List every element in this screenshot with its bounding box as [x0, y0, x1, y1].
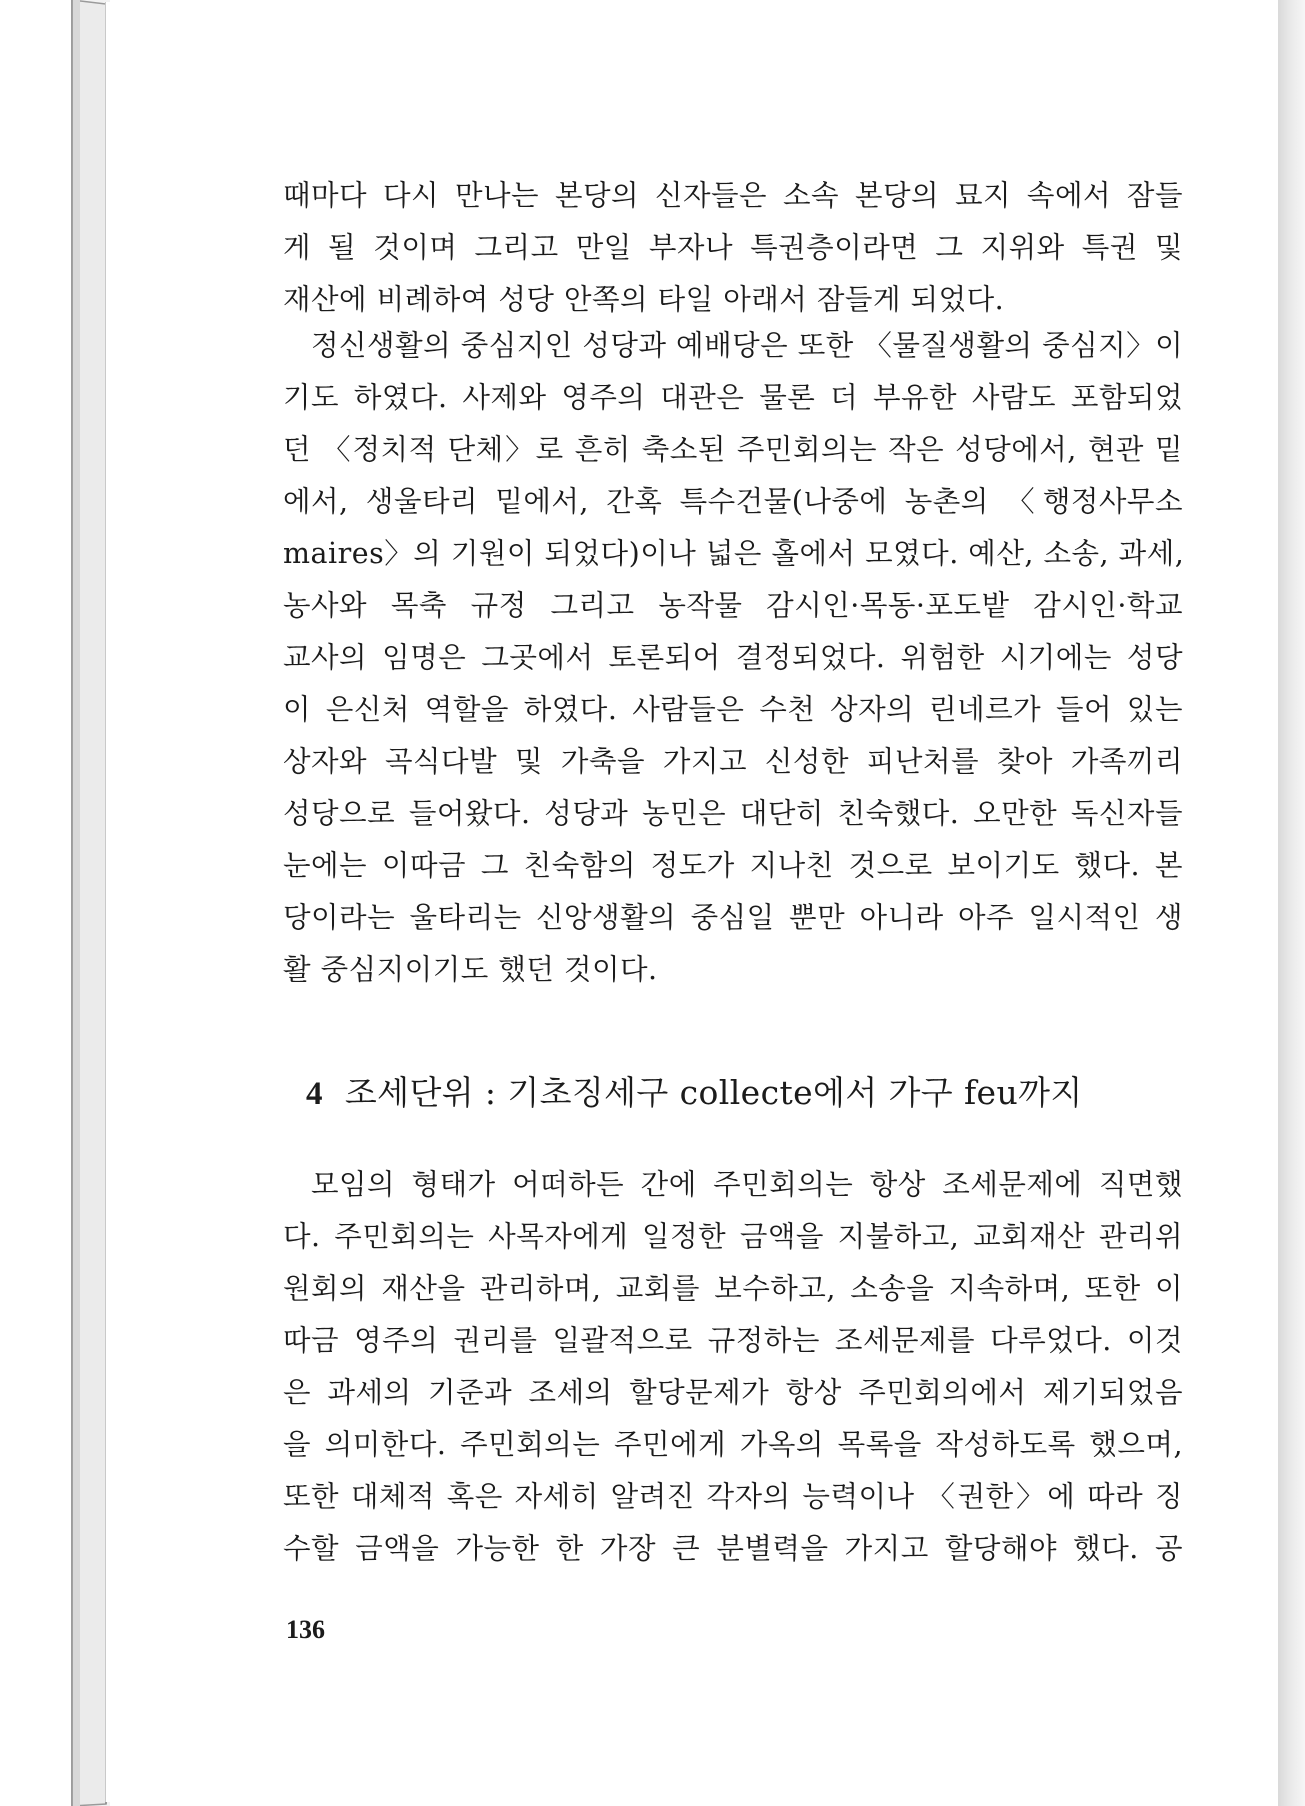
text-line: 또한 대체적 혹은 자세히 알려진 각자의 능력이나 〈권한〉에 따라 징 — [283, 1480, 1183, 1513]
text-line: 수할 금액을 가능한 한 가장 큰 분별력을 가지고 할당해야 했다. 공 — [283, 1532, 1183, 1565]
text-line: 당이라는 울타리는 신앙생활의 중심일 뿐만 아니라 아주 일시적인 생 — [283, 901, 1183, 934]
page-number: 136 — [286, 1615, 325, 1644]
section-heading — [306, 1063, 1106, 1124]
text-line: 교사의 임명은 그곳에서 토론되어 결정되었다. 위험한 시기에는 성당 — [283, 641, 1183, 674]
book-spine-edge — [0, 0, 110, 1806]
text-line: 농사와 목축 규정 그리고 농작물 감시인·목동·포도밭 감시인·학교 — [283, 589, 1183, 622]
text-line: 활 중심지이기도 했던 것이다. — [283, 953, 658, 986]
text-line: 을 의미한다. 주민회의는 주민에게 가옥의 목록을 작성하도록 했으며, — [283, 1428, 1183, 1461]
text-line: maires〉의 기원이 되었다)이나 넓은 홀에서 모였다. 예산, 소송, 과세, — [283, 537, 1185, 570]
text-line: 다. 주민회의는 사목자에게 일정한 금액을 지불하고, 교회재산 관리위 — [283, 1220, 1183, 1253]
text-line: 던 〈정치적 단체〉로 흔히 축소된 주민회의는 작은 성당에서, 현관 밑 — [283, 433, 1183, 466]
text-line: 게 될 것이며 그리고 만일 부자나 특권층이라면 그 지위와 특권 및 — [283, 231, 1183, 264]
paragraph-3 — [283, 1159, 1183, 1575]
text-line: 이 은신처 역할을 하였다. 사람들은 수천 상자의 린네르가 들어 있는 — [283, 693, 1183, 726]
section-title: 조세단위 : 기초징세구 collecte에서 가구 feu까지 — [344, 1073, 1083, 1112]
text-line: 원회의 재산을 관리하며, 교회를 보수하고, 소송을 지속하며, 또한 이 — [283, 1272, 1183, 1305]
text-line: 모임의 형태가 어떠하든 간에 주민회의는 항상 조세문제에 직면했 — [311, 1168, 1183, 1201]
text-line: 기도 하였다. 사제와 영주의 대관은 물론 더 부유한 사람도 포함되었 — [283, 381, 1183, 414]
text-line: 눈에는 이따금 그 친숙함의 정도가 지나친 것으로 보이기도 했다. 본 — [283, 849, 1183, 882]
text-line: 성당으로 들어왔다. 성당과 농민은 대단히 친숙했다. 오만한 독신자들 — [283, 797, 1183, 830]
text-line: 재산에 비례하여 성당 안쪽의 타일 아래서 잠들게 되었다. — [283, 283, 1005, 316]
text-line: 에서, 생울타리 밑에서, 간혹 특수건물(나중에 농촌의 〈행정사무소 — [283, 485, 1183, 518]
text-line: 상자와 곡식다발 및 가축을 가지고 신성한 피난처를 찾아 가족끼리 — [283, 745, 1183, 778]
text-line: 정신생활의 중심지인 성당과 예배당은 또한 〈물질생활의 중심지〉이 — [311, 329, 1184, 362]
text-line: 따금 영주의 권리를 일괄적으로 규정하는 조세문제를 다루었다. 이것 — [283, 1324, 1183, 1357]
paragraph-1 — [283, 170, 1183, 326]
section-number: 4 — [306, 1076, 323, 1112]
paragraph-2 — [283, 320, 1183, 996]
text-line: 은 과세의 기준과 조세의 할당문제가 항상 주민회의에서 제기되었음 — [283, 1376, 1183, 1409]
page-right-edge-shadow — [1278, 0, 1305, 1806]
text-line: 때마다 다시 만나는 본당의 신자들은 소속 본당의 묘지 속에서 잠들 — [283, 179, 1183, 212]
